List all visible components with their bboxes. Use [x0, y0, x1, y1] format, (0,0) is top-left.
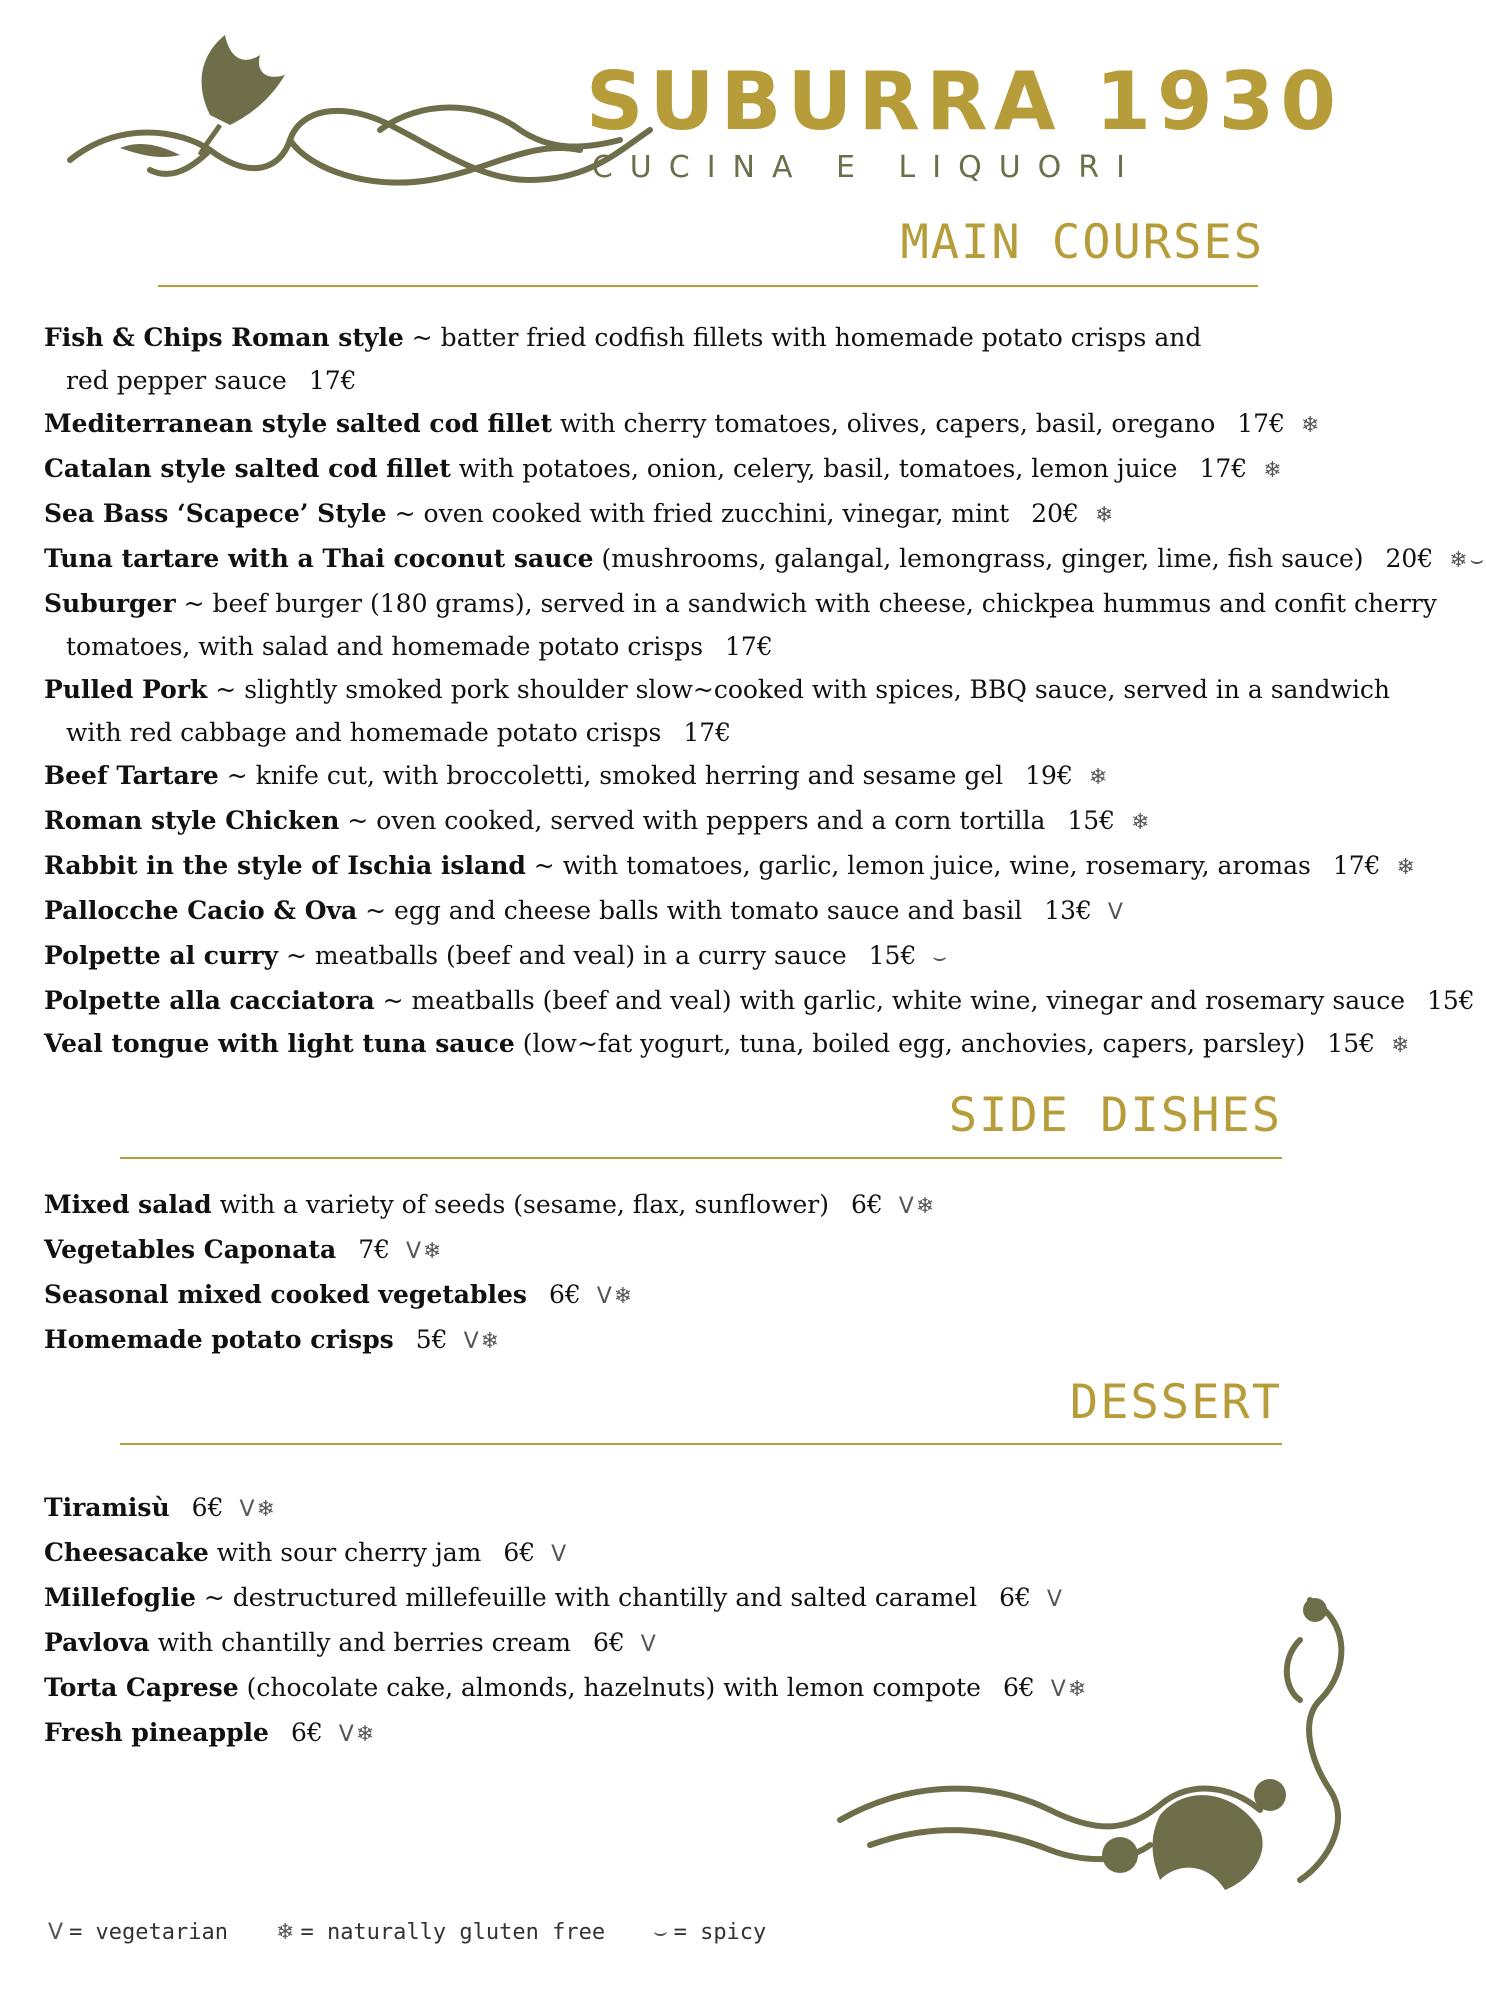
dietary-icons: ❄ [1263, 458, 1284, 483]
dietary-icons: ❄ [1396, 855, 1417, 880]
dietary-icons: V❄ [463, 1329, 502, 1354]
dietary-icons: V [640, 1632, 658, 1657]
main-courses-list [44, 316, 1486, 1067]
legend-entry [48, 1920, 228, 1945]
menu-item-price: 20€ [1385, 544, 1434, 573]
menu-item-description: ~ meatballs (beef and veal) with garlic, white wine, vinegar and rosemary sauce [374, 986, 1405, 1015]
menu-item [44, 1486, 1384, 1531]
menu-item-description: ~ slightly smoked pork shoulder slow~cooked with spices, BBQ sauce, served in a sandwich [207, 675, 1391, 704]
menu-item [44, 1318, 1384, 1363]
menu-item-description-cont-text: red pepper sauce [66, 366, 287, 395]
menu-item-name: Suburger [44, 589, 176, 618]
menu-item [44, 668, 1391, 754]
menu-item [44, 1621, 1384, 1666]
menu-item-description: (mushrooms, galangal, lemongrass, ginger, lime, fish sauce) [593, 544, 1364, 573]
menu-item [44, 402, 1384, 447]
menu-item-price: 7€ [358, 1235, 390, 1264]
section-divider [120, 1443, 1282, 1445]
menu-item-description: with a variety of seeds (sesame, flax, sunflower) [211, 1190, 829, 1219]
menu-item [44, 1711, 1384, 1756]
section-title-side-dishes: SIDE DISHES [948, 1088, 1282, 1143]
menu-item-description: ~ knife cut, with broccoletti, smoked herring and sesame gel [218, 761, 1004, 790]
menu-item-name: Mixed salad [44, 1190, 212, 1219]
menu-item-price: 6€ [290, 1718, 323, 1747]
menu-item-description: ~ batter fried codfish fillets with homemade potato crisps and [403, 323, 1202, 352]
legend-symbol-icon: ⌣ [653, 1920, 668, 1945]
dietary-icons: V❄ [338, 1722, 377, 1747]
menu-item-name: Pallocche Cacio & Ova [44, 896, 358, 925]
menu-item-description-cont-text: with red cabbage and homemade potato crisps [66, 718, 662, 747]
section-divider [120, 1157, 1282, 1159]
dietary-icons: V❄ [898, 1194, 937, 1219]
menu-item-name: Cheesacake [44, 1538, 209, 1567]
menu-item [44, 1183, 1384, 1228]
menu-item-name: Veal tongue with light tuna sauce [44, 1029, 515, 1058]
menu-item-price: 5€ [415, 1325, 448, 1354]
menu-item-name: Tiramisù [44, 1493, 170, 1522]
menu-item [44, 1576, 1384, 1621]
menu-item [44, 537, 1486, 582]
menu-item [44, 1228, 1384, 1273]
menu-item-description: ~ oven cooked, served with peppers and a corn tortilla [339, 806, 1046, 835]
menu-item-price: 6€ [592, 1628, 625, 1657]
menu-item-price: 17€ [1237, 409, 1285, 438]
brand-tagline: CUCINA E LIQUORI [591, 150, 1142, 185]
section-title-dessert: DESSERT [1069, 1375, 1282, 1430]
menu-item-price: 13€ [1044, 896, 1092, 925]
menu-item-name: Millefoglie [44, 1583, 196, 1612]
menu-item-price: 15€ [868, 941, 917, 970]
dessert-list [44, 1486, 1384, 1756]
menu-item-price: 19€ [1025, 761, 1073, 790]
menu-item-price: 15€ [1327, 1029, 1376, 1058]
dietary-icons: V❄ [406, 1239, 444, 1264]
menu-item [44, 1531, 1384, 1576]
menu-item-name: Roman style Chicken [44, 806, 340, 835]
section-title-main-courses: MAIN COURSES [900, 215, 1264, 270]
legend-label: = spicy [673, 1920, 767, 1945]
dietary-icons: V❄ [1050, 1677, 1089, 1702]
menu-item-description: with chantilly and berries cream [149, 1628, 571, 1657]
menu-item-price: 15€ [1067, 806, 1116, 835]
menu-item-price: 6€ [503, 1538, 536, 1567]
menu-item-name: Catalan style salted cod fillet [44, 454, 451, 483]
menu-item-description: with cherry tomatoes, olives, capers, basil, oregano [552, 409, 1216, 438]
menu-item-name: Fresh pineapple [44, 1718, 269, 1747]
menu-item-name: Mediterranean style salted cod fillet [44, 409, 553, 438]
menu-item-name: Pulled Pork [44, 675, 208, 704]
brand-name: SUBURRA 1930 [585, 55, 1342, 148]
menu-item-description: ~ destructured millefeuille with chantilly and salted caramel [195, 1583, 978, 1612]
menu-item-name: Fish & Chips Roman style [44, 323, 404, 352]
dietary-icons: ❄ [1088, 765, 1110, 790]
legend-entry [276, 1920, 605, 1945]
menu-item [44, 799, 1384, 844]
dietary-icons: V [551, 1542, 569, 1567]
legend-label: = vegetarian [69, 1920, 229, 1945]
menu-item-price: 17€ [308, 366, 357, 395]
menu-item-price: 17€ [1332, 851, 1381, 880]
menu-item [44, 844, 1417, 889]
side-dishes-list [44, 1183, 1384, 1363]
menu-item-description-cont [44, 625, 1384, 668]
dietary-icons: ❄ [1131, 810, 1152, 835]
dietary-icons: ❄ [1094, 503, 1116, 528]
menu-item-description: ~ egg and cheese balls with tomato sauce and basil [357, 896, 1023, 925]
legend-entry [653, 1920, 766, 1945]
legend-label: = naturally gluten free [300, 1920, 606, 1945]
menu-item [44, 492, 1384, 537]
menu-item-price: 15€ [1427, 986, 1475, 1015]
menu-item-name: Torta Caprese [44, 1673, 239, 1702]
menu-item-description: ~ oven cooked with fried zucchini, vinegar, mint [386, 499, 1010, 528]
menu-item-name: Polpette al curry [44, 941, 279, 970]
dietary-icons: V [1046, 1587, 1064, 1612]
menu-item-description: ~ beef burger (180 grams), served in a sandwich with cheese, chickpea hummus and confit cherry [175, 589, 1437, 618]
menu-item-name: Tuna tartare with a Thai coconut sauce [44, 544, 594, 573]
menu-item-name: Rabbit in the style of Ischia island [44, 851, 526, 880]
menu-item-price: 6€ [999, 1583, 1031, 1612]
menu-item [44, 754, 1384, 799]
menu-item-name: Homemade potato crisps [44, 1325, 394, 1354]
dietary-icons: V [1107, 900, 1125, 925]
dietary-icons: ⌣ [932, 945, 949, 970]
menu-item-description: (chocolate cake, almonds, hazelnuts) with lemon compote [238, 1673, 981, 1702]
menu-item-price: 17€ [725, 632, 773, 661]
dietary-icons: ❄ [1300, 413, 1322, 438]
menu-item-price: 17€ [683, 718, 732, 747]
menu-item-name: Vegetables Caponata [44, 1235, 337, 1264]
menu-item [44, 1022, 1412, 1067]
menu-item-name: Pavlova [44, 1628, 150, 1657]
menu-item-price: 6€ [850, 1190, 883, 1219]
menu-item [44, 979, 1475, 1022]
menu-item-price: 17€ [1199, 454, 1248, 483]
menu-item-description-cont [44, 359, 1384, 402]
brand-header [585, 55, 1342, 185]
section-divider [158, 285, 1258, 287]
menu-item [44, 889, 1384, 934]
dietary-icons: ❄⌣ [1449, 548, 1486, 573]
legend-symbol-icon: ❄ [276, 1920, 295, 1945]
menu-item-description: (low~fat yogurt, tuna, boiled egg, anchovies, capers, parsley) [514, 1029, 1306, 1058]
menu-item-price: 6€ [548, 1280, 581, 1309]
menu-item [44, 316, 1384, 402]
menu-item-description: ~ with tomatoes, garlic, lemon juice, wine, rosemary, aromas [525, 851, 1311, 880]
menu-item [44, 582, 1437, 668]
menu-item-price: 6€ [191, 1493, 224, 1522]
menu-item [44, 1273, 1384, 1318]
menu-item [44, 447, 1384, 492]
menu-item-price: 20€ [1031, 499, 1079, 528]
dietary-icons: V❄ [239, 1497, 277, 1522]
menu-item-description: with sour cherry jam [208, 1538, 482, 1567]
menu-item-description-cont [44, 711, 1384, 754]
menu-item [44, 1666, 1384, 1711]
legend-symbol-icon: V [48, 1920, 64, 1945]
menu-item-name: Sea Bass ‘Scapece’ Style [44, 499, 387, 528]
dietary-icons: ❄ [1391, 1033, 1412, 1058]
menu-item-description: ~ meatballs (beef and veal) in a curry sauce [278, 941, 847, 970]
dietary-icons: V❄ [596, 1284, 635, 1309]
menu-item-name: Seasonal mixed cooked vegetables [44, 1280, 527, 1309]
dietary-legend [48, 1920, 814, 1945]
menu-item [44, 934, 1384, 979]
menu-item-description: with potatoes, onion, celery, basil, tomatoes, lemon juice [450, 454, 1178, 483]
menu-item-price: 6€ [1002, 1673, 1035, 1702]
menu-item-name: Polpette alla cacciatora [44, 986, 375, 1015]
menu-item-description-cont-text: tomatoes, with salad and homemade potato crisps [66, 632, 704, 661]
menu-item-name: Beef Tartare [44, 761, 219, 790]
